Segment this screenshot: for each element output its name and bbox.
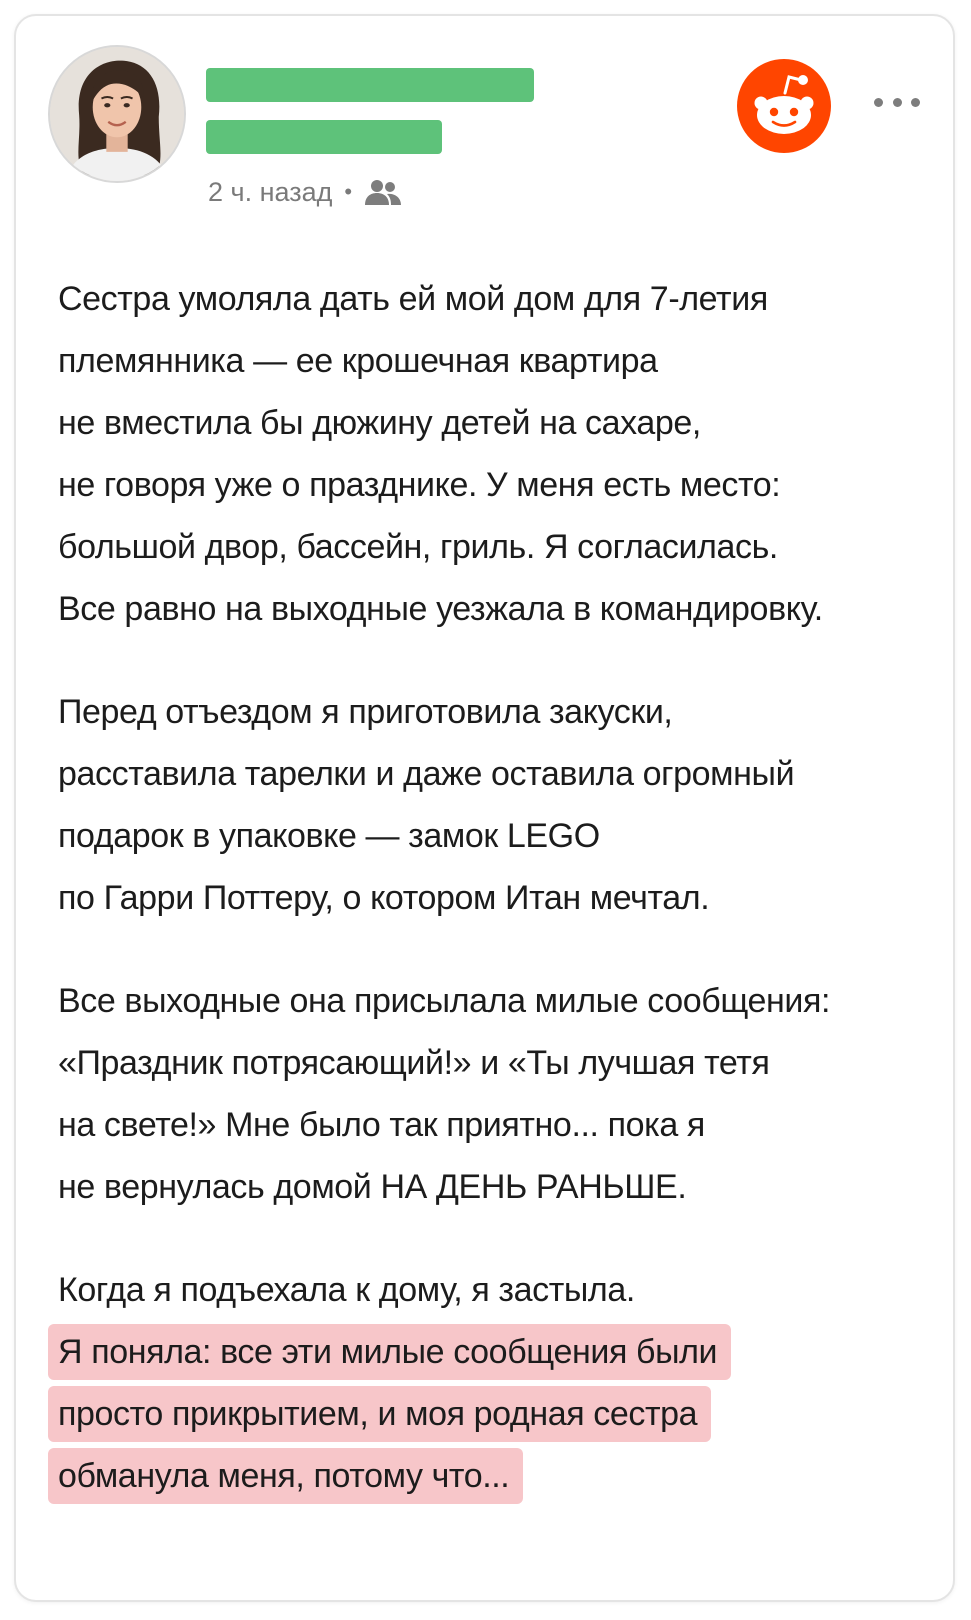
post-line: не вместила бы дюжину детей на сахаре, <box>58 404 701 442</box>
avatar[interactable] <box>48 45 186 183</box>
paragraph-gap <box>58 1218 938 1259</box>
post-line: не вернулась домой НА ДЕНЬ РАНЬШЕ. <box>58 1168 687 1206</box>
paragraph-gap <box>58 929 938 970</box>
post-meta <box>208 175 402 209</box>
post-line: подарок в упаковке — замок LEGO <box>58 817 600 855</box>
more-dot <box>893 98 902 107</box>
post-line: расставила тарелки и даже оставила огромный <box>58 755 795 793</box>
avatar-photo <box>50 47 184 181</box>
post-line: «Праздник потрясающий!» и «Ты лучшая тетя <box>58 1044 770 1082</box>
highlighted-line-wrap <box>58 1445 938 1507</box>
more-dot <box>911 98 920 107</box>
post-time: 2 ч. назад <box>208 176 333 207</box>
post-line: Когда я подъехала к дому, я застыла. <box>58 1271 635 1309</box>
highlighted-line: просто прикрытием, и моя родная сестра <box>48 1386 711 1442</box>
reddit-icon[interactable] <box>737 59 831 153</box>
more-options-icon[interactable] <box>874 94 920 110</box>
more-dot <box>874 98 883 107</box>
highlighted-line: Я поняла: все эти милые сообщения были <box>48 1324 731 1380</box>
author-subtitle-redacted <box>206 120 442 154</box>
paragraph-gap <box>58 640 938 681</box>
post-line: Все равно на выходные уезжала в командировку. <box>58 590 823 628</box>
post-line: большой двор, бассейн, гриль. Я согласилась. <box>58 528 778 566</box>
post-line: племянника — ее крошечная квартира <box>58 342 658 380</box>
meta-separator: • <box>344 179 353 204</box>
post-line: Перед отъездом я приготовила закуски, <box>58 693 673 731</box>
post-line: не говоря уже о празднике. У меня есть место: <box>58 466 781 504</box>
post-line: на свете!» Мне было так приятно... пока я <box>58 1106 705 1144</box>
author-name-redacted <box>206 68 534 102</box>
highlighted-line: обманула меня, потому что... <box>48 1448 523 1504</box>
people-icon <box>364 178 402 206</box>
post-line: по Гарри Поттеру, о котором Итан мечтал. <box>58 879 710 917</box>
highlighted-line-wrap <box>58 1321 938 1383</box>
post-line: Сестра умоляла дать ей мой дом для 7-летия <box>58 280 768 318</box>
post-line: Все выходные она присылала милые сообщения: <box>58 982 831 1020</box>
post-body <box>58 268 938 1507</box>
highlighted-line-wrap <box>58 1383 938 1445</box>
